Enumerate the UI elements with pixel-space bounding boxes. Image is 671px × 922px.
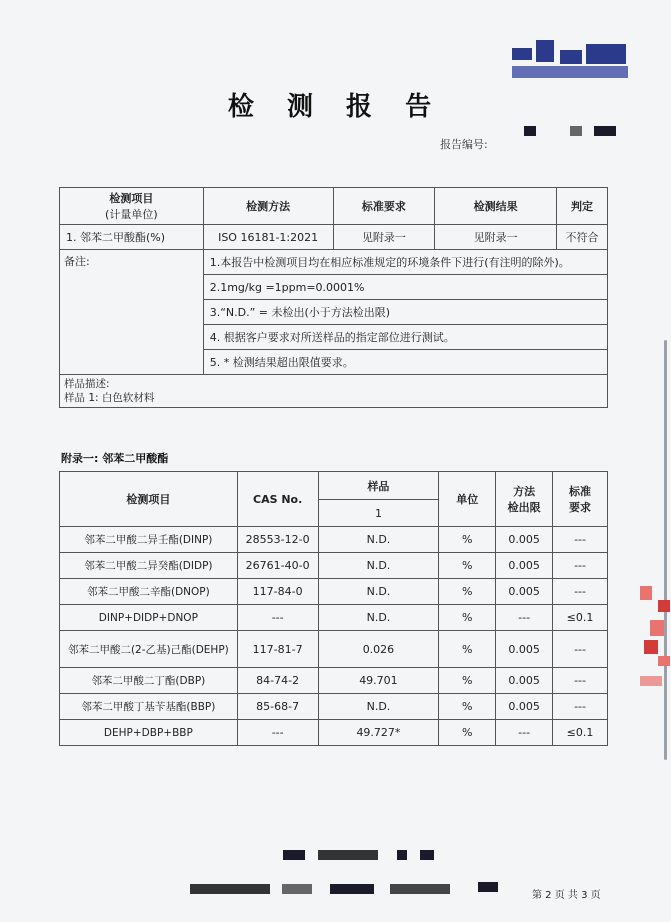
cell-std: --- xyxy=(553,668,608,694)
sample-description-row xyxy=(60,375,608,408)
report-number-label: 报告编号: xyxy=(440,138,488,151)
cell-cas: 84-74-2 xyxy=(237,668,318,694)
sample-description xyxy=(60,375,608,408)
table-row xyxy=(60,553,608,579)
cell-name: DEHP+DBP+BBP xyxy=(60,720,238,746)
cell-value: 0.026 xyxy=(318,631,439,668)
standard-value: 见附录一 xyxy=(333,225,435,250)
cell-mdl: --- xyxy=(496,720,553,746)
note-item: 4. 根据客户要求对所送样品的指定部位进行测试。 xyxy=(203,325,607,350)
blurred-footer-info xyxy=(390,884,450,894)
table-row xyxy=(60,694,608,720)
results-body xyxy=(60,527,608,746)
note-item: 3.“N.D.” = 未检出(小于方法检出限) xyxy=(203,300,607,325)
table-row xyxy=(60,631,608,668)
cell-name: 邻苯二甲酸丁基苄基酯(BBP) xyxy=(60,694,238,720)
report-title: 检 测 报 告 xyxy=(227,92,444,122)
blurred-footer-info xyxy=(190,884,270,894)
cell-cas: 117-84-0 xyxy=(237,579,318,605)
blurred-logo-part xyxy=(512,66,628,78)
table-row xyxy=(60,720,608,746)
cell-std: --- xyxy=(553,553,608,579)
cell-unit: % xyxy=(439,553,496,579)
table-row xyxy=(60,605,608,631)
cell-name: 邻苯二甲酸二异壬酯(DINP) xyxy=(60,527,238,553)
cell-cas: 117-81-7 xyxy=(237,631,318,668)
header-unit: 单位 xyxy=(439,472,496,527)
cell-cas: 26761-40-0 xyxy=(237,553,318,579)
sample-description-text: 样品 1: 白色软材料 xyxy=(64,392,155,404)
blurred-logo-part xyxy=(560,50,582,64)
phthalate-results-table xyxy=(59,471,608,746)
header-test-item: 检测项目 xyxy=(60,472,238,527)
cell-std: --- xyxy=(553,579,608,605)
cell-cas: --- xyxy=(237,605,318,631)
note-item: 2.1mg/kg =1ppm=0.0001% xyxy=(203,275,607,300)
page-number: 第 2 页 共 3 页 xyxy=(532,890,601,901)
header-result: 检测结果 xyxy=(435,188,557,225)
blurred-stamp xyxy=(658,656,670,666)
header-sample-number: 1 xyxy=(318,500,439,527)
header-standard: 标准要求 xyxy=(333,188,435,225)
cell-name: DINP+DIDP+DNOP xyxy=(60,605,238,631)
cell-mdl: 0.005 xyxy=(496,553,553,579)
cell-unit: % xyxy=(439,605,496,631)
sample-description-label: 样品描述: xyxy=(64,378,110,390)
blurred-footer-info xyxy=(282,884,312,894)
header-mdl: 方法 检出限 xyxy=(496,472,553,527)
cell-cas: 28553-12-0 xyxy=(237,527,318,553)
header-sample: 样品 xyxy=(318,472,439,500)
cell-unit: % xyxy=(439,720,496,746)
cell-name: 邻苯二甲酸二(2-乙基)己酯(DEHP) xyxy=(60,631,238,668)
blurred-logo-part xyxy=(586,44,626,64)
cell-unit: % xyxy=(439,579,496,605)
cell-std: ≤0.1 xyxy=(553,605,608,631)
header-standard: 标准 要求 xyxy=(553,472,608,527)
cell-std: --- xyxy=(553,527,608,553)
table-row xyxy=(60,668,608,694)
cell-std: --- xyxy=(553,631,608,668)
cell-value: N.D. xyxy=(318,694,439,720)
cell-value: 49.701 xyxy=(318,668,439,694)
cell-unit: % xyxy=(439,694,496,720)
blurred-stamp xyxy=(640,586,652,600)
cell-value: N.D. xyxy=(318,605,439,631)
blurred-logo xyxy=(512,48,532,60)
blurred-footer-info xyxy=(330,884,374,894)
note-item: 5. * 检测结果超出限值要求。 xyxy=(203,350,607,375)
blurred-stamp xyxy=(644,640,658,654)
appendix-title: 附录一: 邻苯二甲酸酯 xyxy=(61,452,169,465)
cell-name: 邻苯二甲酸二辛酯(DNOP) xyxy=(60,579,238,605)
cell-value: N.D. xyxy=(318,527,439,553)
header-verdict: 判定 xyxy=(557,188,608,225)
table-row xyxy=(60,527,608,553)
scrollbar[interactable] xyxy=(664,340,667,760)
blurred-footer-info xyxy=(420,850,434,860)
cell-std: ≤0.1 xyxy=(553,720,608,746)
cell-unit: % xyxy=(439,527,496,553)
blurred-stamp xyxy=(640,676,662,686)
cell-value: 49.727* xyxy=(318,720,439,746)
table-header-row xyxy=(60,472,608,500)
blurred-footer-info xyxy=(318,850,378,860)
cell-cas: 85-68-7 xyxy=(237,694,318,720)
blurred-footer-info xyxy=(478,882,498,892)
cell-unit: % xyxy=(439,631,496,668)
cell-cas: --- xyxy=(237,720,318,746)
blurred-report-number xyxy=(524,126,536,136)
cell-std: --- xyxy=(553,694,608,720)
verdict-value: 不符合 xyxy=(557,225,608,250)
cell-mdl: 0.005 xyxy=(496,668,553,694)
header-cas: CAS No. xyxy=(237,472,318,527)
test-method: ISO 16181-1:2021 xyxy=(203,225,333,250)
test-summary-table xyxy=(59,187,608,408)
blurred-footer-info xyxy=(397,850,407,860)
cell-mdl: --- xyxy=(496,605,553,631)
table-row xyxy=(60,579,608,605)
header-test-item: 检测项目 (计量单位) xyxy=(60,188,204,225)
test-item: 1. 邻苯二甲酸酯(%) xyxy=(60,225,204,250)
cell-value: N.D. xyxy=(318,579,439,605)
cell-mdl: 0.005 xyxy=(496,527,553,553)
header-test-method: 检测方法 xyxy=(203,188,333,225)
cell-mdl: 0.005 xyxy=(496,631,553,668)
note-item: 1.本报告中检测项目均在相应标准规定的环境条件下进行(有注明的除外)。 xyxy=(203,250,607,275)
blurred-report-number xyxy=(594,126,616,136)
blurred-report-number xyxy=(570,126,582,136)
cell-mdl: 0.005 xyxy=(496,579,553,605)
blurred-logo-part xyxy=(536,40,554,62)
table-row xyxy=(60,225,608,250)
note-row xyxy=(60,250,608,275)
cell-unit: % xyxy=(439,668,496,694)
blurred-footer-info xyxy=(283,850,305,860)
table-header-row xyxy=(60,188,608,225)
notes-label: 备注: xyxy=(60,250,204,375)
cell-mdl: 0.005 xyxy=(496,694,553,720)
blurred-stamp xyxy=(658,600,670,612)
cell-name: 邻苯二甲酸二异癸酯(DIDP) xyxy=(60,553,238,579)
cell-value: N.D. xyxy=(318,553,439,579)
result-value: 见附录一 xyxy=(435,225,557,250)
blurred-stamp xyxy=(650,620,664,636)
cell-name: 邻苯二甲酸二丁酯(DBP) xyxy=(60,668,238,694)
